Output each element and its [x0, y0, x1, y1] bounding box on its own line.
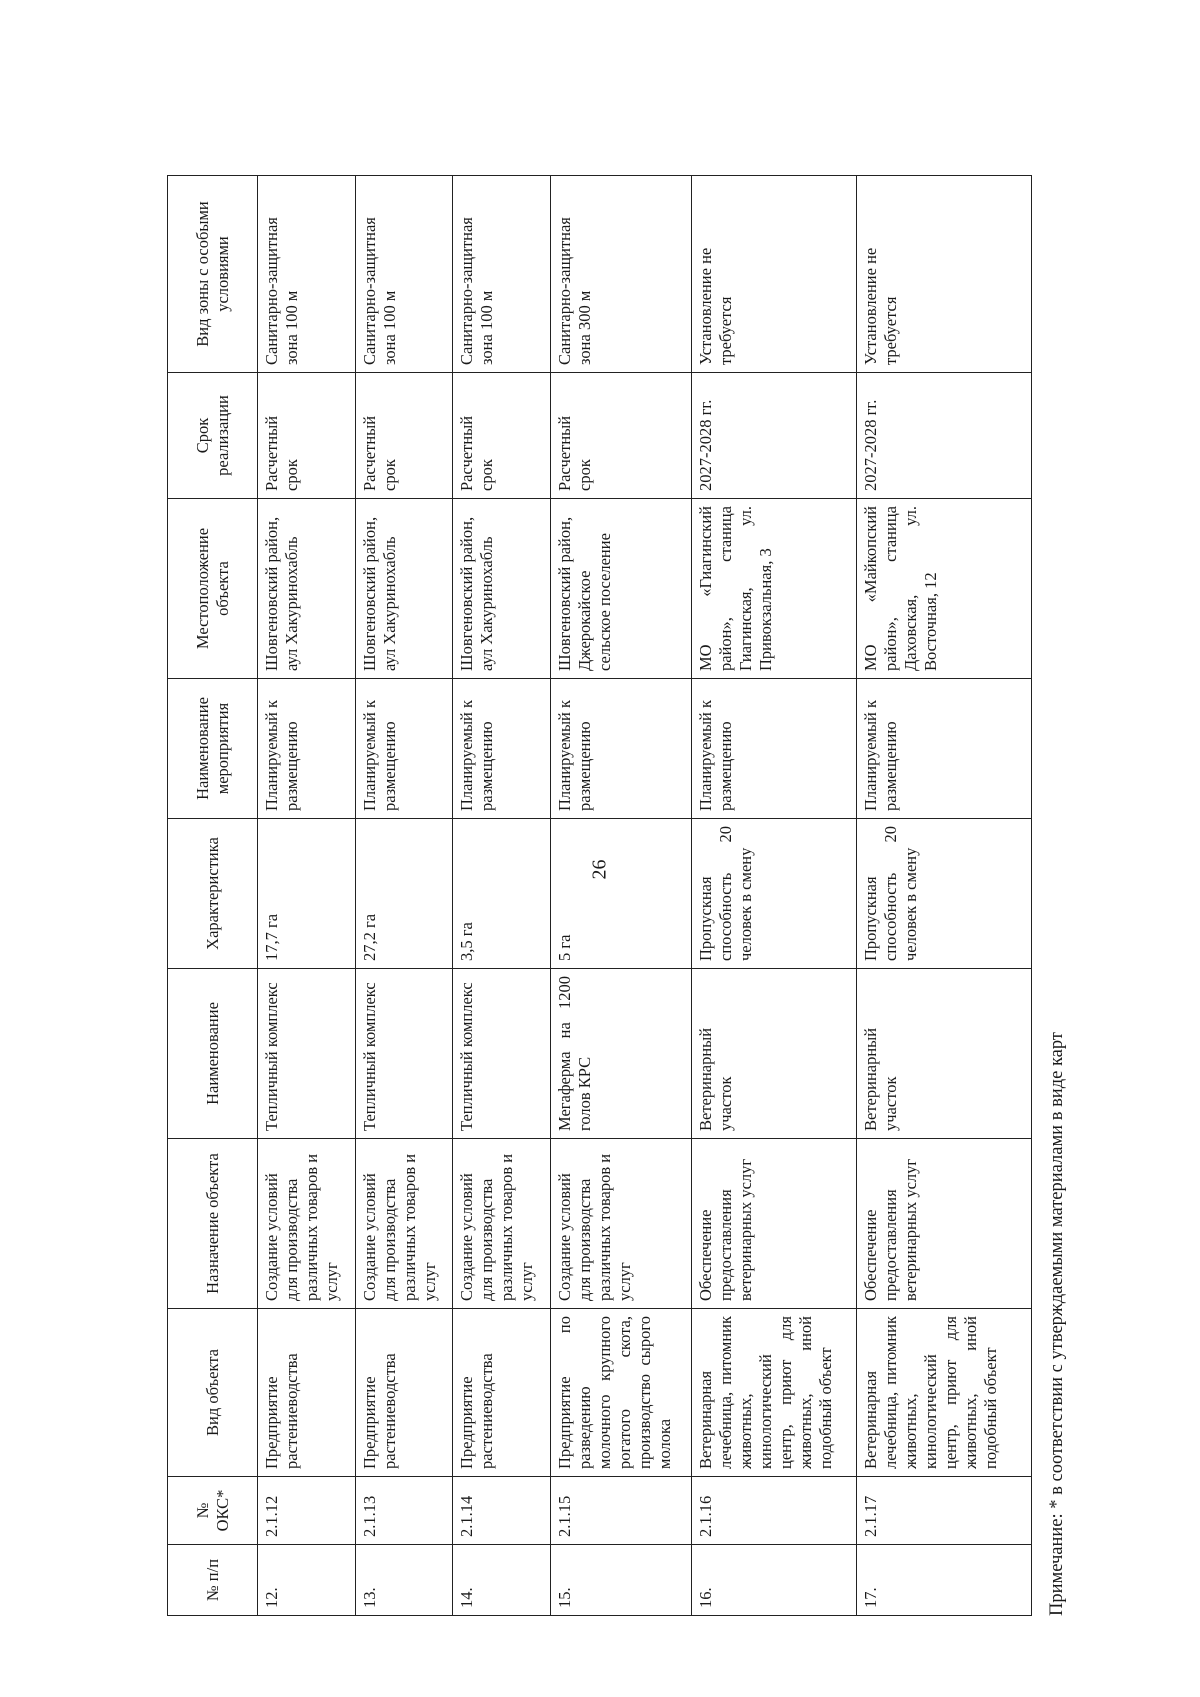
cell-purpose: Обеспечение предоставления ветеринарных услуг: [856, 1139, 1031, 1309]
cell-activity: Планируемый к размещению: [258, 679, 356, 819]
cell-type: Ветеринарная лечебница, питомник животных, кинологический центр, приют для животных, иной подобный объект: [856, 1309, 1031, 1477]
table-header-row: [168, 176, 258, 1616]
cell-name: Тепличный комплекс: [258, 969, 356, 1139]
cell-oks: 2.1.16: [692, 1477, 856, 1545]
cell-characteristic: 27,2 га: [355, 819, 453, 969]
rotated-page-content: [167, 176, 1092, 1616]
objects-table: [167, 175, 1032, 1616]
cell-type: Предприятие растениеводства: [453, 1309, 551, 1477]
cell-term: Расчетный срок: [453, 373, 551, 499]
cell-characteristic: 5 га: [550, 819, 691, 969]
header-name: Наименование: [168, 969, 258, 1139]
header-location: Местоположение объекта: [168, 499, 258, 679]
cell-name: Мегаферма на 1200 голов КРС: [550, 969, 691, 1139]
cell-oks: 2.1.13: [355, 1477, 453, 1545]
cell-num: 17.: [856, 1545, 1031, 1616]
cell-location: Шовгеновский район, аул Хакуринохабль: [453, 499, 551, 679]
cell-zone: Установление не требуется: [856, 176, 1031, 373]
cell-location: Шовгеновский район, аул Хакуринохабль: [258, 499, 356, 679]
cell-activity: Планируемый к размещению: [856, 679, 1031, 819]
cell-zone: Санитарно-защитная зона 100 м: [258, 176, 356, 373]
cell-location: МО «Гиагинский район», станица Гиагинская, ул. Привокзальная, 3: [692, 499, 856, 679]
table-row: [550, 176, 691, 1616]
header-num: № п/п: [168, 1545, 258, 1616]
cell-term: Расчетный срок: [550, 373, 691, 499]
cell-type: Ветеринарная лечебница, питомник животных, кинологический центр, приют для животных, иной подобный объект: [692, 1309, 856, 1477]
cell-type: Предприятие по разведению молочного крупного рогатого скота, производство сырого молока: [550, 1309, 691, 1477]
cell-num: 16.: [692, 1545, 856, 1616]
header-zone: Вид зоны с особыми условиями: [168, 176, 258, 373]
cell-term: 2027-2028 гг.: [692, 373, 856, 499]
cell-purpose: Создание условий для производства различных товаров и услуг: [550, 1139, 691, 1309]
cell-name: Ветеринарный участок: [856, 969, 1031, 1139]
cell-oks: 2.1.12: [258, 1477, 356, 1545]
cell-characteristic: Пропускная способность 20 человек в смену: [856, 819, 1031, 969]
cell-location: Шовгеновский район, Джерокайское сельское поселение: [550, 499, 691, 679]
header-term: Срок реализации: [168, 373, 258, 499]
cell-num: 13.: [355, 1545, 453, 1616]
cell-purpose: Обеспечение предоставления ветеринарных услуг: [692, 1139, 856, 1309]
table-row: [355, 176, 453, 1616]
footnote: Примечание: * в соответствии с утверждаемыми материалами в виде карт: [1047, 1032, 1067, 1616]
cell-name: Ветеринарный участок: [692, 969, 856, 1139]
cell-characteristic: Пропускная способность 20 человек в смену: [692, 819, 856, 969]
cell-purpose: Создание условий для производства различных товаров и услуг: [258, 1139, 356, 1309]
cell-activity: Планируемый к размещению: [692, 679, 856, 819]
cell-num: 15.: [550, 1545, 691, 1616]
cell-purpose: Создание условий для производства различных товаров и услуг: [355, 1139, 453, 1309]
cell-num: 12.: [258, 1545, 356, 1616]
header-type: Вид объекта: [168, 1309, 258, 1477]
cell-oks: 2.1.14: [453, 1477, 551, 1545]
cell-zone: Санитарно-защитная зона 100 м: [355, 176, 453, 373]
table-row: [258, 176, 356, 1616]
cell-activity: Планируемый к размещению: [453, 679, 551, 819]
table-row: [856, 176, 1031, 1616]
cell-num: 14.: [453, 1545, 551, 1616]
cell-name: Тепличный комплекс: [355, 969, 453, 1139]
cell-term: Расчетный срок: [355, 373, 453, 499]
cell-activity: Планируемый к размещению: [550, 679, 691, 819]
cell-activity: Планируемый к размещению: [355, 679, 453, 819]
cell-type: Предприятие растениеводства: [355, 1309, 453, 1477]
table-row: [692, 176, 856, 1616]
header-purpose: Назначение объекта: [168, 1139, 258, 1309]
cell-location: Шовгеновский район, аул Хакуринохабль: [355, 499, 453, 679]
page-number: 26: [588, 859, 611, 880]
header-oks: № ОКС*: [168, 1477, 258, 1545]
table-row: [453, 176, 551, 1616]
cell-oks: 2.1.15: [550, 1477, 691, 1545]
header-activity: Наименование мероприятия: [168, 679, 258, 819]
cell-zone: Санитарно-защитная зона 100 м: [453, 176, 551, 373]
cell-name: Тепличный комплекс: [453, 969, 551, 1139]
cell-zone: Санитарно-защитная зона 300 м: [550, 176, 691, 373]
cell-term: 2027-2028 гг.: [856, 373, 1031, 499]
cell-oks: 2.1.17: [856, 1477, 1031, 1545]
cell-zone: Установление не требуется: [692, 176, 856, 373]
cell-purpose: Создание условий для производства различных товаров и услуг: [453, 1139, 551, 1309]
cell-type: Предприятие растениеводства: [258, 1309, 356, 1477]
cell-location: МО «Майкопский район», станица Даховская, ул. Восточная, 12: [856, 499, 1031, 679]
header-characteristic: Характеристика: [168, 819, 258, 969]
cell-characteristic: 3,5 га: [453, 819, 551, 969]
cell-term: Расчетный срок: [258, 373, 356, 499]
cell-characteristic: 17,7 га: [258, 819, 356, 969]
